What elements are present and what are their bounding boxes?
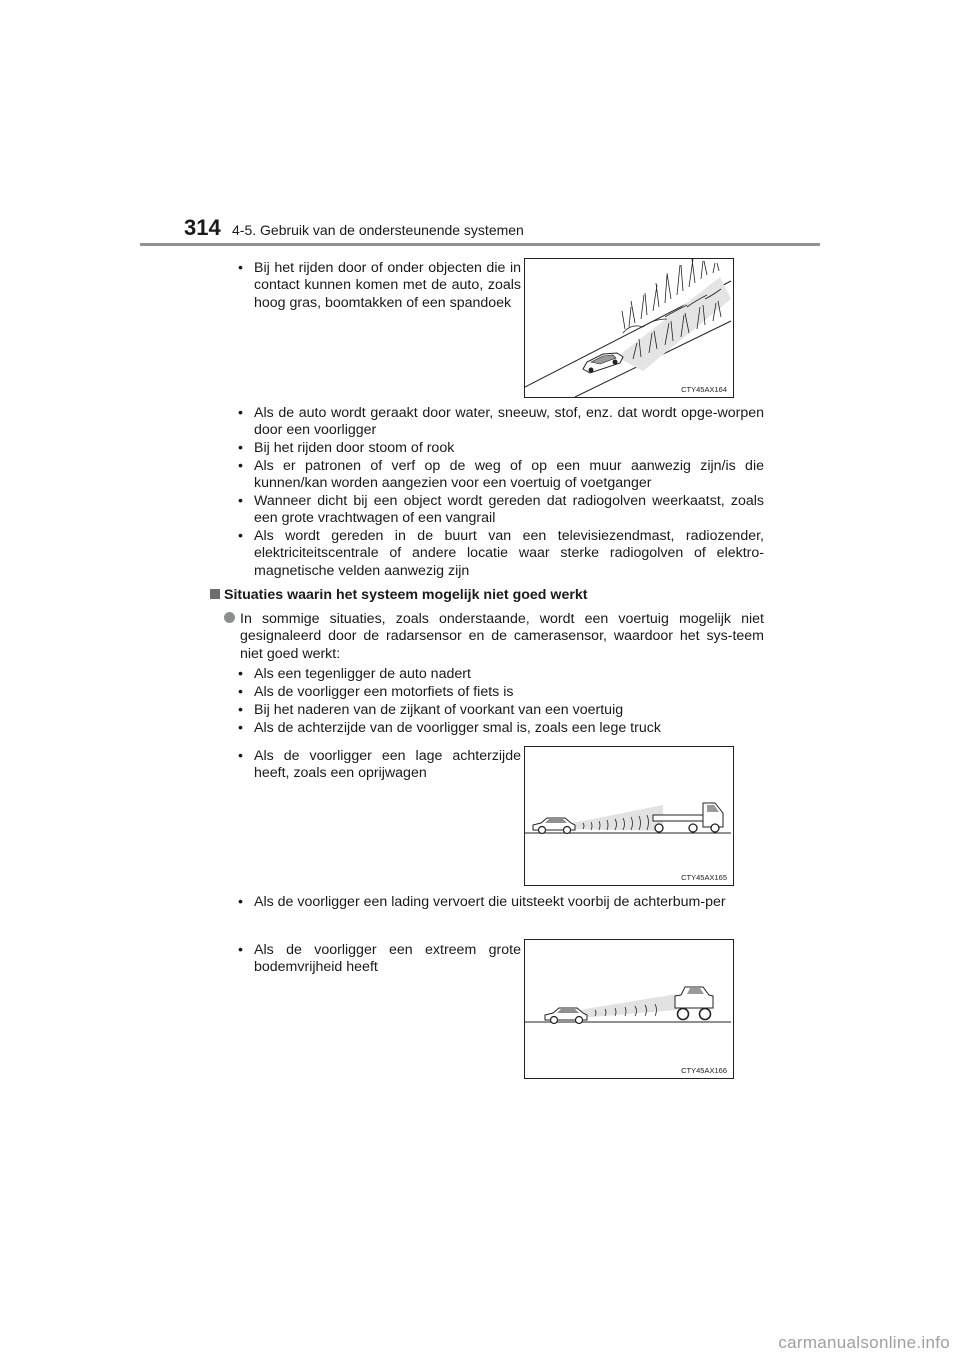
figure-code: CTY45AX165: [681, 873, 727, 882]
bullet-text: Als de voorligger een lage achterzijde heeft, zoals een oprijwagen: [254, 748, 521, 782]
bullet-item: [238, 440, 764, 457]
circle-marker-icon: [224, 612, 235, 623]
bullet-text: Als er patronen of verf op de weg of op een muur aanwezig zijn/is die kunnen/kan worden aangezien voor een voertuig of voetganger: [254, 458, 764, 492]
bullet-text: Als de voorligger een motorfiets of fiets is: [254, 684, 514, 700]
bullet-item: [238, 942, 521, 977]
bullet-dot: •: [238, 458, 243, 474]
square-marker-icon: [210, 589, 220, 599]
bullet-text: Wanneer dicht bij een object wordt gereden dat radiogolven weerkaatst, zoals een grote vrachtwagen of een vangrail: [254, 493, 764, 527]
bullet-item: [238, 405, 764, 440]
figure-tall-grass: [524, 258, 734, 398]
bullet-dot: •: [238, 405, 243, 421]
bullet-item: [238, 260, 521, 312]
page-header: [0, 215, 960, 247]
chapter-title: 4-5. Gebruik van de ondersteunende systemen: [232, 222, 524, 238]
truck-icon: [653, 803, 723, 832]
bullet-text: Als de achterzijde van de voorligger smal is, zoals een lege truck: [254, 720, 661, 736]
bullet-dot: •: [238, 440, 243, 456]
bullet-item: [238, 666, 764, 683]
bullet-dot: •: [238, 528, 243, 544]
header-divider: [140, 243, 820, 246]
bullet-text: Bij het rijden door stoom of rook: [254, 440, 455, 456]
bullet-text: Als de auto wordt geraakt door water, sneeuw, stof, enz. dat wordt opge-worpen door een voorligger: [254, 405, 764, 439]
bullet-dot: •: [238, 684, 243, 700]
section-heading: [210, 587, 587, 604]
bullet-dot: •: [238, 720, 243, 736]
bullet-text: Als wordt gereden in de buurt van een televisiezendmast, radiozender, elektriciteitscentrale of andere locatie waar sterke radiogolven of elektro-magnetische velden aanwezig zijn: [254, 528, 764, 579]
page-number: 314: [184, 215, 221, 240]
tall-grass-illustration: [525, 259, 733, 397]
bullet-dot: •: [238, 942, 243, 958]
low-rear-truck-illustration: [525, 747, 733, 885]
bullet-item: [238, 458, 764, 493]
bullet-dot: •: [238, 748, 243, 764]
section-intro-text: In sommige situaties, zoals onderstaande, wordt een voertuig mogelijk niet gesignaleerd door de radarsensor en de camerasensor, waardoor het sys-teem niet goed werkt:: [240, 611, 764, 662]
section-intro: [224, 611, 764, 663]
bullet-text: Als de voorligger een lading vervoert die uitsteekt voorbij de achterbum-per: [254, 894, 726, 910]
bullet-text: Bij het rijden door of onder objecten die in contact kunnen komen met de auto, zoals hoog gras, boomtakken of een spandoek: [254, 260, 521, 311]
bullet-item: [238, 702, 764, 719]
car-icon: [583, 353, 623, 373]
car-icon: [533, 818, 575, 834]
bullet-dot: •: [238, 894, 243, 910]
bullet-item: [238, 493, 764, 528]
figure-code: CTY45AX166: [681, 1066, 727, 1075]
bullet-dot: •: [238, 702, 243, 718]
bullet-item: [238, 528, 764, 580]
bullet-item: [238, 684, 764, 701]
high-clearance-vehicle-icon: [675, 987, 713, 1020]
high-clearance-illustration: [525, 940, 733, 1078]
bullet-item: [238, 894, 764, 911]
bullet-dot: •: [238, 493, 243, 509]
bullet-text: Als een tegenligger de auto nadert: [254, 666, 471, 682]
bullet-dot: •: [238, 666, 243, 682]
bullet-text: Bij het naderen van de zijkant of voorkant van een voertuig: [254, 702, 624, 718]
bullet-text: Als de voorligger een extreem grote bodemvrijheid heeft: [254, 942, 521, 976]
bullet-item: [238, 720, 764, 737]
bullet-dot: •: [238, 260, 243, 276]
figure-high-clearance-vehicle: [524, 939, 734, 1079]
figure-low-rear-truck: [524, 746, 734, 886]
bullet-item: [238, 748, 521, 783]
figure-code: CTY45AX164: [681, 385, 727, 394]
section-heading-text: Situaties waarin het systeem mogelijk niet goed werkt: [224, 587, 588, 603]
watermark: carmanualsonline.info: [778, 1333, 950, 1352]
